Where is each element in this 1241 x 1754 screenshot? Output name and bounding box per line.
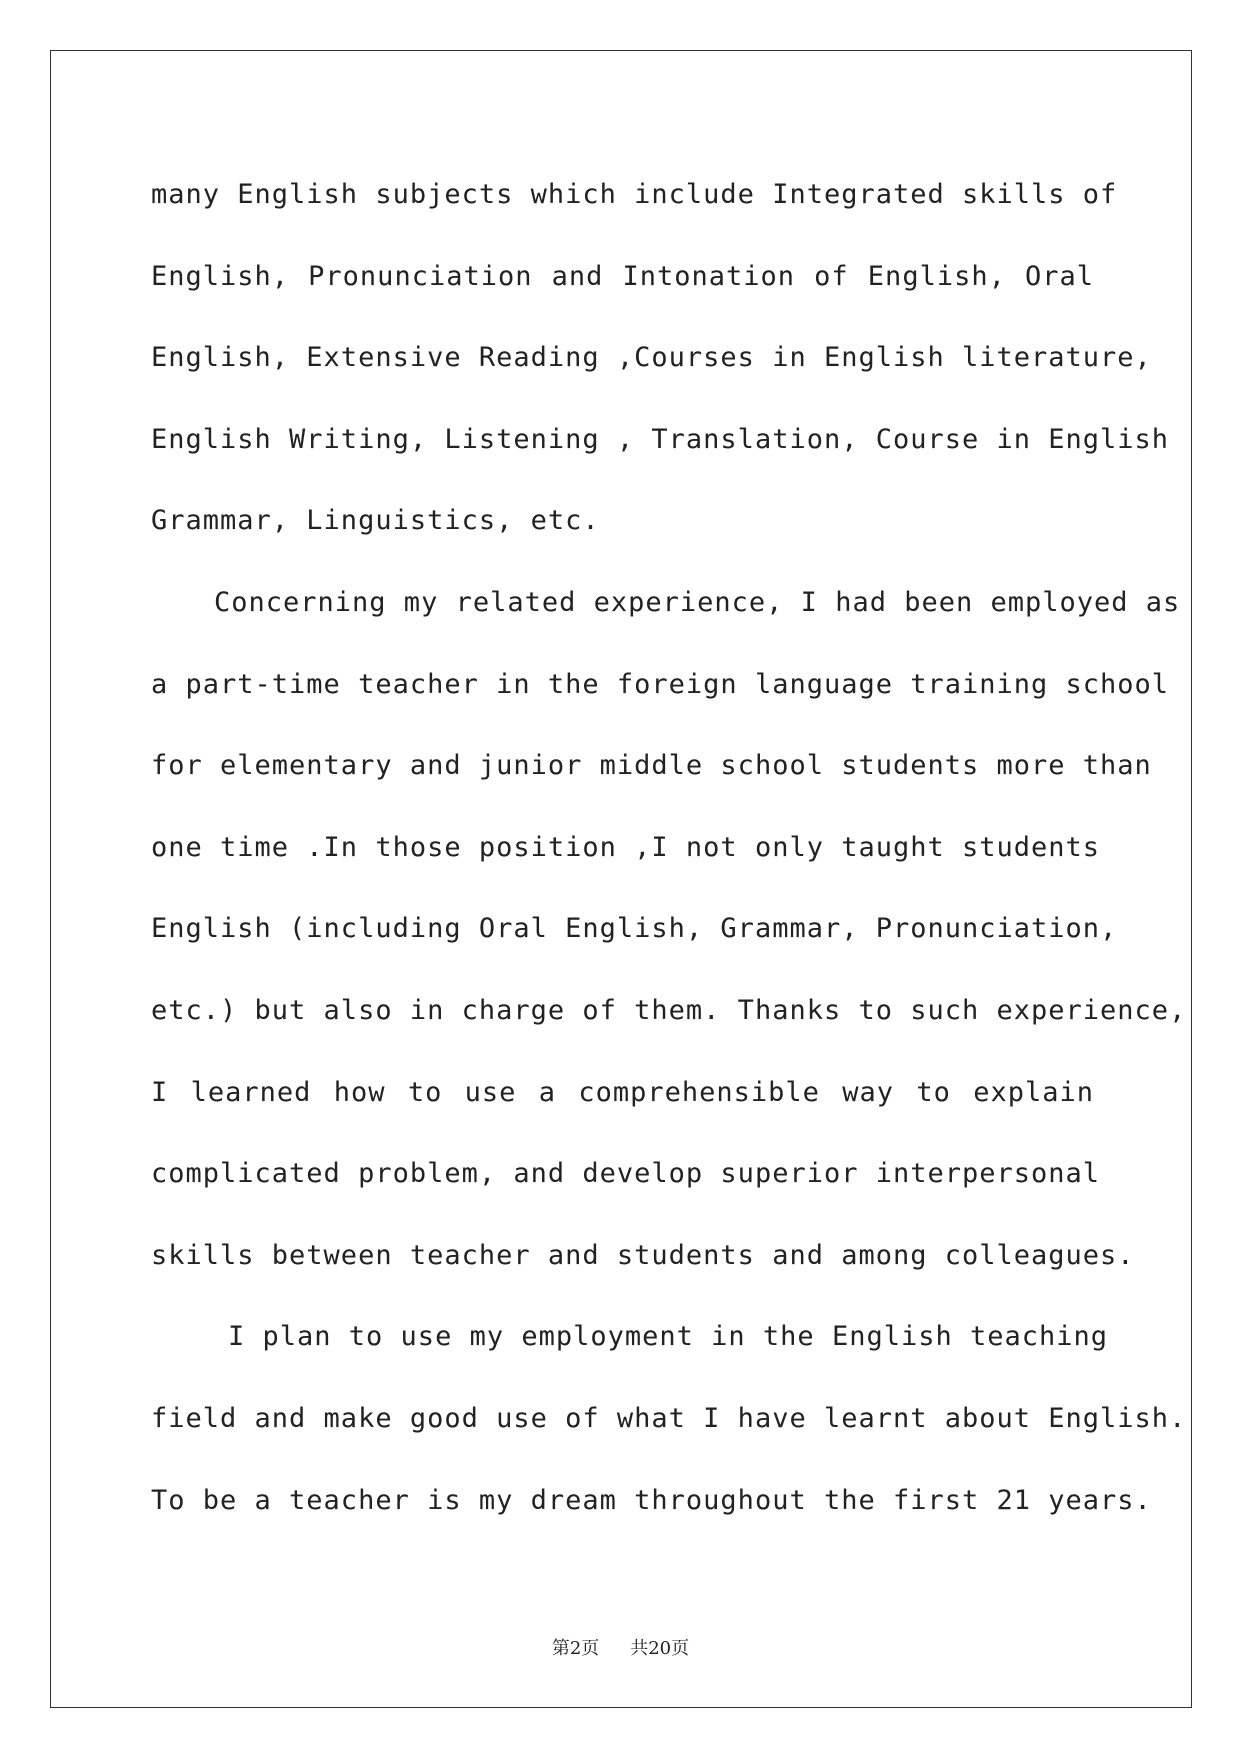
text-line: Grammar, Linguistics, etc. bbox=[151, 505, 600, 537]
text-line: English (including Oral English, Grammar, Pronunciation, bbox=[151, 913, 1118, 945]
page-total: 共20页 bbox=[630, 1638, 690, 1659]
text-line: English, Extensive Reading ,Courses in English literature, bbox=[151, 342, 1152, 374]
text-line: a part-time teacher in the foreign language training school bbox=[151, 668, 1170, 700]
text-line: Concerning my related experience, I had been employed as bbox=[214, 586, 1181, 618]
text-line: English Writing, Listening , Translation, Course in English bbox=[151, 423, 1170, 455]
text-line: for elementary and junior middle school students more than bbox=[151, 750, 1152, 782]
page-number: 第2页 bbox=[551, 1638, 600, 1659]
text-line: field and make good use of what I have learnt about English. bbox=[151, 1402, 1187, 1434]
text-line: complicated problem, and develop superior interpersonal bbox=[151, 1158, 1101, 1190]
text-line: I learned how to use a comprehensible way to explain bbox=[151, 1076, 1094, 1108]
document-body bbox=[151, 154, 1187, 1541]
text-line: etc.) but also in charge of them. Thanks to such experience, bbox=[151, 994, 1187, 1026]
text-line: I plan to use my employment in the English teaching bbox=[228, 1321, 1109, 1353]
text-line: skills between teacher and students and among colleagues. bbox=[151, 1239, 1135, 1271]
page-footer bbox=[0, 1634, 1241, 1660]
text-line: many English subjects which include Integrated skills of bbox=[151, 179, 1118, 210]
text-line: English, Pronunciation and Intonation of English, Oral bbox=[151, 260, 1094, 292]
text-line: To be a teacher is my dream throughout the first 21 years. bbox=[151, 1484, 1152, 1516]
text-line: one time .In those position ,I not only taught students bbox=[151, 831, 1101, 863]
